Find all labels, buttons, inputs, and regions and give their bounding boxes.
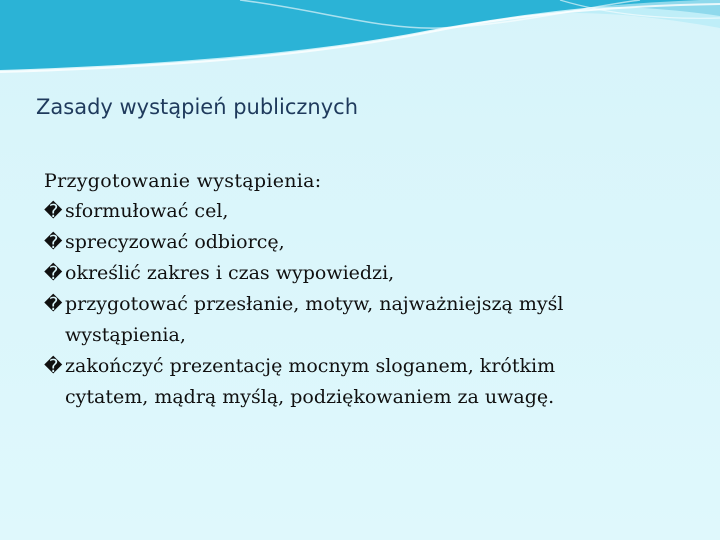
slide-body xyxy=(44,166,684,413)
decorative-wave-header xyxy=(0,0,720,90)
bullet-glyph-icon: � xyxy=(44,201,63,222)
list-item-text: sformułować cel, xyxy=(65,200,229,222)
list-item xyxy=(44,351,684,413)
list-item-text: określić zakres i czas wypowiedzi, xyxy=(65,262,395,284)
list-item xyxy=(44,196,684,227)
bullet-glyph-icon: � xyxy=(44,294,63,315)
bullet-glyph-icon: � xyxy=(44,232,63,253)
list-item xyxy=(44,289,684,351)
bullet-list xyxy=(44,196,684,413)
section-heading: Przygotowanie wystąpienia: xyxy=(44,170,322,192)
list-item-text: zakończyć prezentację mocnym sloganem, krótkim cytatem, mądrą myślą, podziękowaniem za uwagę. xyxy=(65,355,556,408)
bullet-glyph-icon: � xyxy=(44,263,63,284)
list-item xyxy=(44,227,684,258)
bullet-glyph-icon: � xyxy=(44,356,63,377)
slide-title: Zasady wystąpień publicznych xyxy=(36,95,359,119)
list-item-text: sprecyzować odbiorcę, xyxy=(65,231,285,253)
list-item-text: przygotować przesłanie, motyw, najważniejszą myśl wystąpienia, xyxy=(65,293,564,346)
list-item xyxy=(44,258,684,289)
